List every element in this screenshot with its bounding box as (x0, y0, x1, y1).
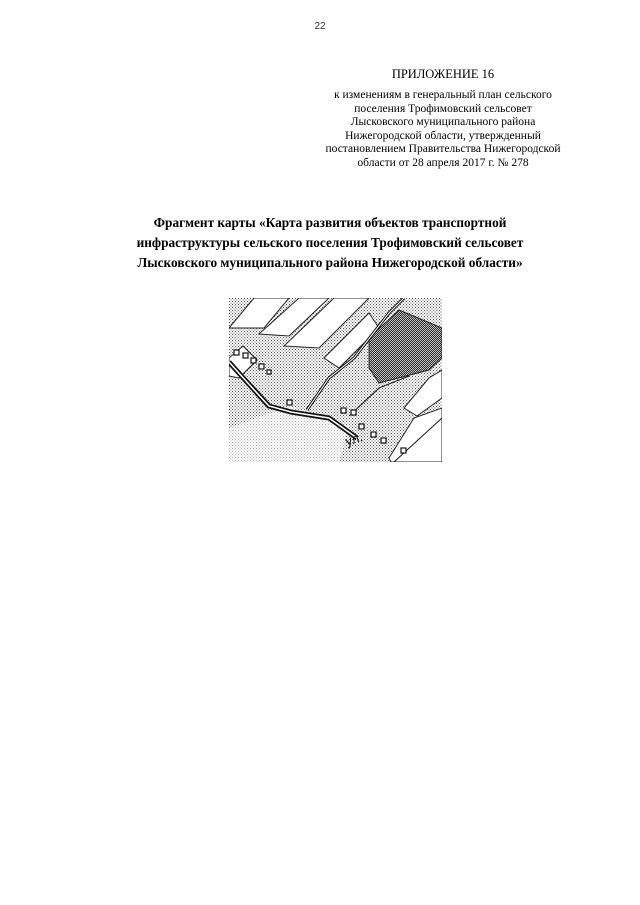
map-building (251, 358, 256, 363)
appendix-line: постановлением Правительства Нижегородской (325, 143, 561, 156)
appendix-line: Лысковского муниципального района (350, 116, 536, 129)
fragment-title-line: Фрагмент карты «Карта развития объектов транспортной (153, 215, 507, 230)
map-building (371, 432, 376, 437)
map-building (351, 410, 356, 415)
appendix-line: Нижегородской области, утвержденный (345, 129, 541, 142)
map-building (259, 364, 264, 369)
map-building (267, 370, 271, 374)
map-building (243, 353, 248, 358)
appendix-line: области от 28 апреля 2017 г. № 278 (357, 156, 529, 169)
map-building (341, 408, 346, 413)
appendix-line: поселения Трофимовский сельсовет (354, 102, 532, 115)
fragment-title-line: Лысковского муниципального района Нижегородской области» (137, 255, 523, 270)
fragment-title-line: инфраструктуры сельского поселения Трофимовский сельсовет (136, 235, 524, 250)
map-building (287, 400, 292, 405)
page-number: 22 (314, 21, 326, 32)
map-fragment (229, 298, 442, 462)
map-image (229, 298, 442, 462)
map-street-label: ул. (343, 429, 365, 449)
appendix-title: ПРИЛОЖЕНИЕ 16 (391, 67, 495, 81)
map-building (359, 424, 364, 429)
map-building (381, 438, 386, 443)
appendix-header (300, 67, 586, 171)
map-building (401, 448, 406, 453)
appendix-line: к изменениям в генеральный план сельского (334, 89, 552, 101)
appendix-subtitle (300, 89, 586, 171)
map-building (234, 350, 239, 355)
fragment-title (60, 213, 600, 273)
